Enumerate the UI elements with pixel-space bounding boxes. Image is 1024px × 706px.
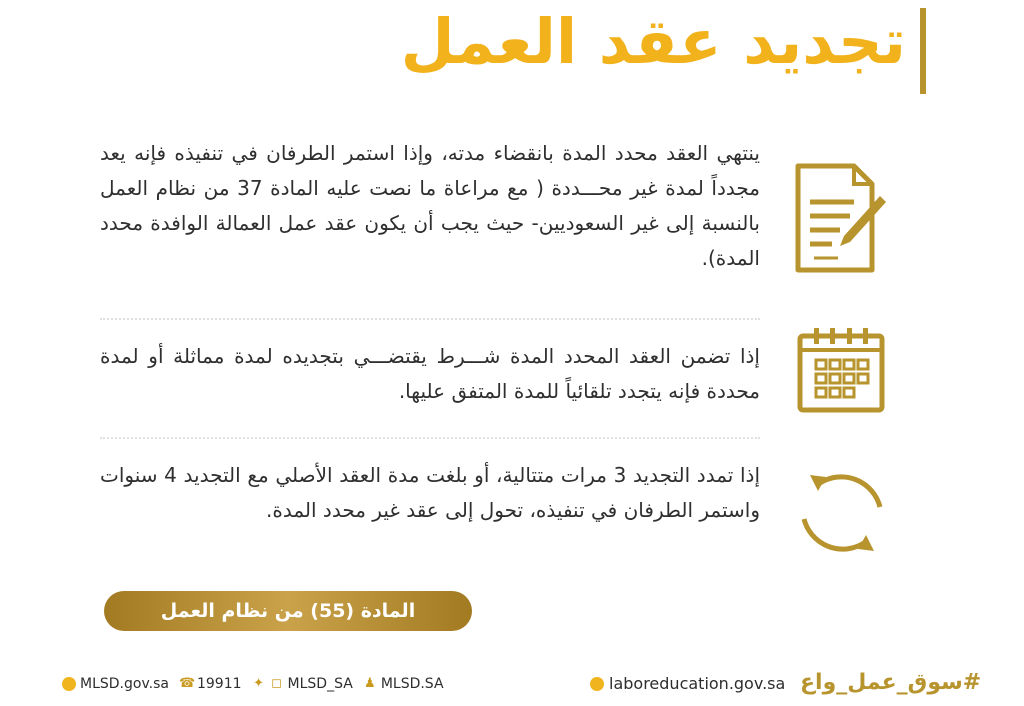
section-text: ينتهي العقد محدد المدة بانقضاء مدته، وإذا استمر الطرفان في تنفيذه فإنه يعد مجدداً لمدة غير محـــددة ( مع مراعاة ما نصت عليه المادة 37 من نظام العمل بالنسبة إلى غير السعوديين- حيث يجب أن يكون عقد عمل العمالة الوافدة محدد المدة). bbox=[100, 141, 760, 270]
footer-website[interactable]: MLSD.gov.sa bbox=[62, 676, 169, 692]
section-renewal-condition bbox=[100, 339, 760, 409]
contract-pen-icon bbox=[794, 162, 888, 274]
footer-social[interactable]: ✦ ◻ MLSD_SA bbox=[253, 676, 353, 692]
section-text: إذا تمدد التجديد 3 مرات متتالية، أو بلغت مدة العقد الأصلي مع التجديد 4 سنوات واستمر الطرفان في تنفيذه، تحول إلى عقد غير محدد المدة. bbox=[100, 463, 760, 522]
globe-icon bbox=[590, 677, 604, 691]
snapchat-icon: ♟ bbox=[363, 676, 376, 691]
footer bbox=[0, 672, 1024, 700]
renew-arrows-icon bbox=[792, 463, 892, 563]
footer-contacts bbox=[62, 676, 444, 692]
section-contract-end bbox=[100, 136, 760, 276]
footer-education-site[interactable]: laboreducation.gov.sa bbox=[590, 674, 785, 693]
phone-icon: ☎ bbox=[178, 676, 196, 691]
globe-icon bbox=[62, 677, 76, 691]
footer-snapchat[interactable]: ♟ MLSD.SA bbox=[363, 676, 444, 692]
section-text: إذا تضمن العقد المحدد المدة شـــرط يقتضـــي بتجديده لمدة مماثلة أو لمدة محددة فإنه يتجدد تلقائياً للمدة المتفق عليها. bbox=[100, 344, 760, 403]
header bbox=[400, 5, 926, 78]
section-conversion bbox=[100, 458, 760, 528]
article-reference: المادة (55) من نظام العمل bbox=[104, 591, 472, 631]
calendar-icon bbox=[796, 324, 886, 414]
page-title: تجديد عقد العمل bbox=[400, 5, 906, 78]
footer-hashtag: #سوق_عمل_واع bbox=[800, 670, 982, 695]
footer-phone[interactable]: ☎ 19911 bbox=[178, 676, 242, 692]
twitter-icon: ✦ bbox=[253, 676, 264, 691]
section-divider bbox=[100, 437, 760, 439]
section-divider bbox=[100, 318, 760, 320]
instagram-icon: ◻ bbox=[271, 676, 282, 691]
